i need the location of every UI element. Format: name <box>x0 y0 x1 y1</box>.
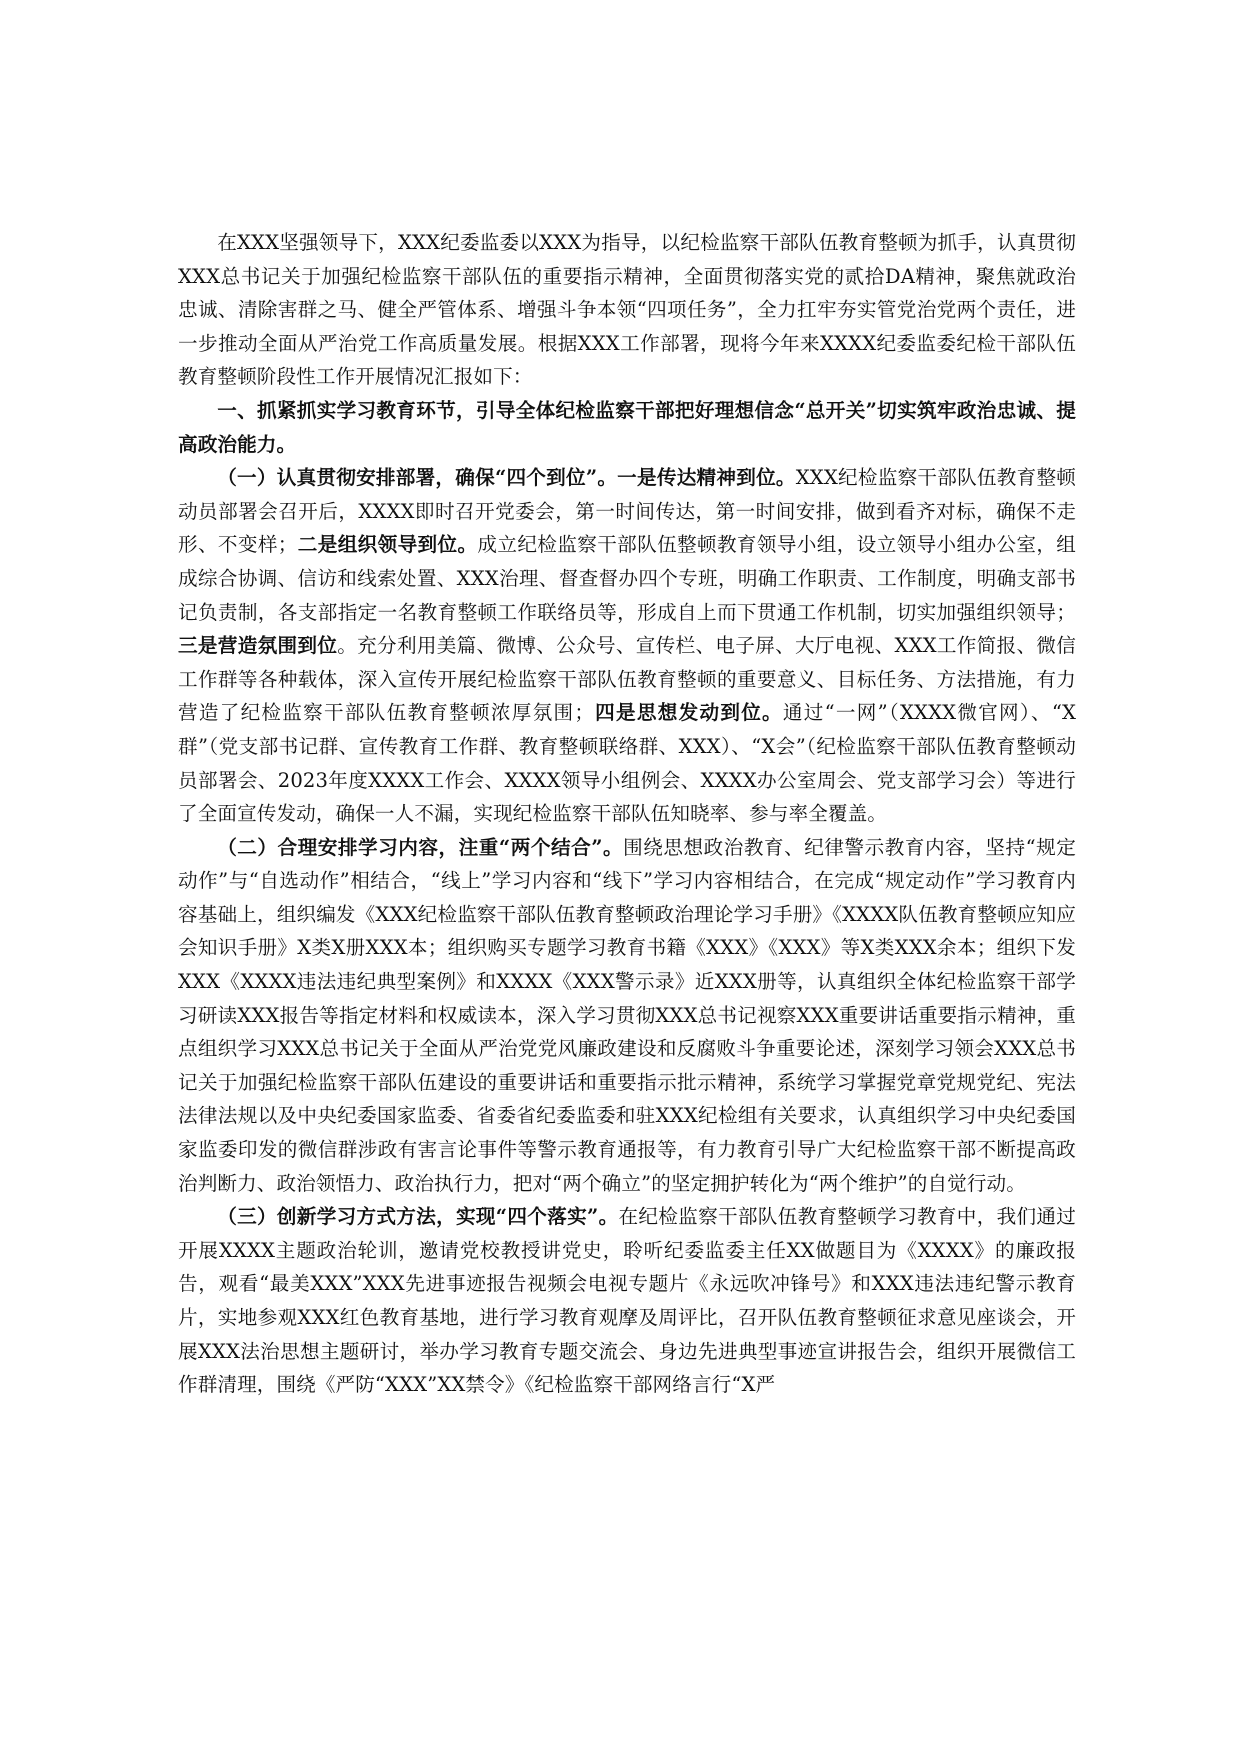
heading-text: 一、抓紧抓实学习教育环节，引导全体纪检监察干部把好理想信念“总开关”切实筑牢政治忠诚、提高政治能力。 <box>178 398 1076 456</box>
subsection-title: （三）创新学习方式方法，实现“四个落实”。 <box>217 1205 619 1229</box>
bold-run: 二是组织领导到位。 <box>297 533 478 557</box>
text-run: XXX纪检监察干部队伍教育整顿动员部署会召开后，XXXX即时召开党委会，第一时间传达，第一时间安排，做到看齐对标，确保不走形、不变样； <box>178 466 1076 557</box>
subsection-paragraph-1 <box>178 461 1076 831</box>
subsection-title: （一）认真贯彻安排部署，确保“四个到位”。一是传达精神到位。 <box>217 466 796 490</box>
text-run: 。充分利用美篇、微博、公众号、宣传栏、电子屏、大厅电视、XXX工作简报、微信工作群等各种载体，深入宣传开展纪检监察干部队伍教育整顿的重要意义、目标任务、方法措施，有力营造了纪检监察干部队伍教育整顿浓厚氛围； <box>178 634 1076 725</box>
text-run: 围绕思想政治教育、纪律警示教育内容，坚持“规定动作”与“自选动作”相结合，“线上”学习内容和“线下”学习内容相结合，在完成“规定动作”学习教育内容基础上，组织编发《XXX纪检监察干部队伍教育整顿政治理论学习手册》《XXXX队伍教育整顿应知应会知识手册》X类X册XXX本；组织购买专题学习教育书籍《XXX》《XXX》等X类XXX余本；组织下发XXX《XXXX违法违纪典型案例》和XXXX《XXX警示录》近XXX册等，认真组织全体纪检监察干部学习研读XXX报告等指定材料和权威读本，深入学习贯彻XXX总书记视察XXX重要讲话重要指示精神，重点组织学习XXX总书记关于全面从严治党党风廉政建设和反腐败斗争重要论述，深刻学习领会XXX总书记关于加强纪检监察干部队伍建设的重要讲话和重要指示批示精神，系统学习掌握党章党规党纪、宪法法律法规以及中央纪委国家监委、省委省纪委监委和驻XXX纪检组有关要求，认真组织学习中央纪委国家监委印发的微信群涉政有害言论事件等警示教育通报等，有力教育引导广大纪检监察干部不断提高政治判断力、政治领悟力、政治执行力，把对“两个确立”的坚定拥护转化为“两个维护”的自觉行动。 <box>178 835 1077 1195</box>
document-body <box>178 226 1076 1402</box>
subsection-title: （二）合理安排学习内容，注重“两个结合”。 <box>217 835 624 859</box>
section-heading <box>178 394 1076 461</box>
intro-paragraph <box>178 226 1076 394</box>
subsection-paragraph-2 <box>178 831 1076 1201</box>
subsection-paragraph-3 <box>178 1200 1076 1402</box>
text-run: 通过“一网”（XXXX微官网）、“X群”（党支部书记群、宣传教育工作群、教育整顿联络群、XXX）、“X会”（纪检监察干部队伍教育整顿动员部署会、2023年度XXXX工作会、XXXX领导小组例会、XXXX办公室周会、党支部学习会）等进行了全面宣传发动，确保一人不漏，实现纪检监察干部队伍知晓率、参与率全覆盖。 <box>178 701 1077 826</box>
text-run: 在纪检监察干部队伍教育整顿学习教育中，我们通过开展XXXX主题政治轮训，邀请党校教授讲党史，聆听纪委监委主任XX做题目为《XXXX》的廉政报告，观看“最美XXX”XXX先进事迹报告视频会电视专题片《永远吹冲锋号》和XXX违法违纪警示教育片，实地参观XXX红色教育基地，进行学习教育观摩及周评比，召开队伍教育整顿征求意见座谈会，开展XXX法治思想主题研讨，举办学习教育专题交流会、身边先进典型事迹宣讲报告会，组织开展微信工作群清理，围绕《严防“XXX”XX禁令》《纪检监察干部网络言行“X严 <box>178 1205 1076 1397</box>
bold-run: 三是营造氛围到位 <box>178 634 338 658</box>
text-run: 成立纪检监察干部队伍整顿教育领导小组，设立领导小组办公室，组成综合协调、信访和线索处置、XXX治理、督查督办四个专班，明确工作职责、工作制度，明确支部书记负责制，各支部指定一名教育整顿工作联络员等，形成自上而下贯通工作机制，切实加强组织领导； <box>178 533 1076 624</box>
bold-run: 四是思想发动到位。 <box>594 701 783 725</box>
text-run: 在XXX坚强领导下，XXX纪委监委以XXX为指导，以纪检监察干部队伍教育整顿为抓手，认真贯彻XXX总书记关于加强纪检监察干部队伍的重要指示精神，全面贯彻落实党的贰拾DA精神，聚焦就政治忠诚、清除害群之马、健全严管体系、增强斗争本领“四项任务”，全力扛牢夯实管党治党两个责任，进一步推动全面从严治党工作高质量发展。根据XXX工作部署，现将今年来XXXX纪委监委纪检干部队伍教育整顿阶段性工作开展情况汇报如下： <box>178 231 1076 389</box>
